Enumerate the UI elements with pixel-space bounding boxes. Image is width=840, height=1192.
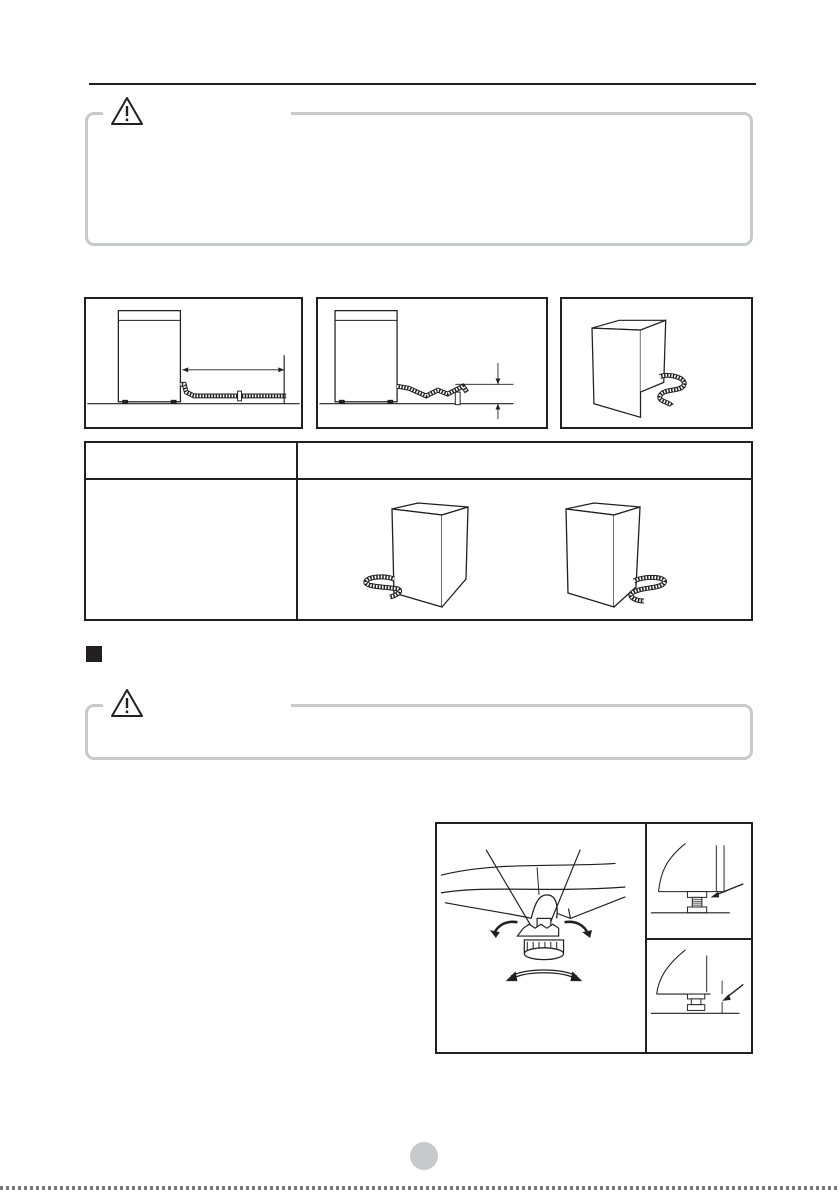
hose-flat-illustration [86, 299, 301, 427]
hose-side-illustration [562, 299, 751, 427]
drain-table [84, 441, 753, 621]
warning-triangle-icon [110, 688, 144, 718]
hose-raised-illustration [318, 299, 546, 427]
table-column-divider [296, 443, 298, 619]
table-header-divider [86, 478, 751, 480]
adjustable-foot-illustration [437, 824, 645, 1052]
drain-figure-hose-side [560, 297, 753, 429]
warning-callout-2 [85, 704, 753, 760]
leveling-figure-foot [435, 822, 647, 1054]
foot-detail-upper-illustration [647, 824, 751, 938]
top-rule [89, 83, 756, 85]
leveling-detail-lower [645, 938, 753, 1054]
leveling-detail-upper [645, 822, 753, 940]
section-marker [86, 646, 102, 662]
warning-triangle-icon [110, 96, 144, 126]
drain-figure-hose-raised [316, 297, 548, 429]
page-number-badge [410, 1142, 438, 1170]
bottom-dotted-edge [0, 1186, 840, 1190]
warning-callout-1 [85, 112, 753, 246]
drain-figure-hose-flat [84, 297, 303, 429]
foot-detail-lower-illustration [647, 940, 751, 1052]
machine-hose-right-figure [556, 497, 686, 617]
machine-hose-left-figure [354, 497, 474, 617]
